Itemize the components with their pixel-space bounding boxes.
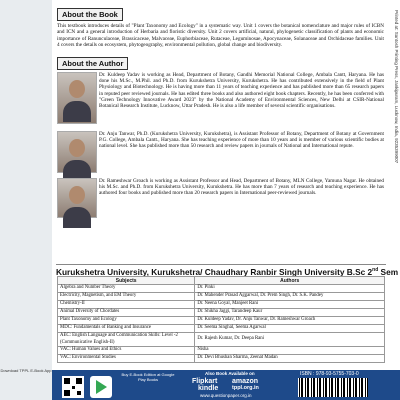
- table-cell-authors: Dr. Mahender Prasad Aggarwal, Dr. Prem Singh, Dr. S.K. Pandey: [195, 293, 385, 301]
- table-row: [58, 317, 385, 325]
- tppl-site-label[interactable]: tppl.org.in: [232, 385, 259, 391]
- google-play-icon[interactable]: [90, 376, 112, 398]
- table-cell-authors: Dr. Pinki: [195, 285, 385, 293]
- table-cell-authors: Dr. Devi Bhushan Sharma, Zeenat Madan: [195, 355, 385, 363]
- table-cell-subject: VAC: Environmental Studies: [58, 355, 195, 363]
- table-cell-subject: MDC: Fundamentals of Banking and Insurance: [58, 325, 195, 333]
- table-row: [58, 325, 385, 333]
- about-book-text: This textbook introduces details of "Plant Taxonomy and Ecology" in a systematic way. Unit 1 covers the botanical nomenclature and major rules of ICBN and ICN and a general introduction of Herbaria and floristic diversity. Unit 2 covers artificial, natural, phylogenetic classification of plants and economic importance of Ranunculaceae, Brassicaceae, Malvaceae, Euphorbiaceae, Rutaceae, Leguminosae, Apocynaceae, Solanaceae and Orchidaceae families. Unit 4 covers the details on ecosystem, phytogeography, environmental pollution, global change and biodiversity.: [57, 23, 384, 49]
- qr-code-icon[interactable]: [62, 376, 84, 398]
- author-bio-3: Dr. Rameshwar Groach is working as Assistant Professor and Head, Department of Botany, MLN College, Yamuna Nagar. He obtained his M.Sc. and Ph.D. from Kurukshetra University, Kurukshetra. He has more than 7 years of research and teaching experience. He has authored four books and published more than 20 research papers in International peer-reviewed journals.: [99, 177, 384, 197]
- author-block-2: [57, 131, 384, 175]
- spine-printer-text: Printed at: Santosh Printing Press, Jankipuram, Lucknow, India, 9235399007: [394, 10, 399, 164]
- website-label[interactable]: www.questionpaper.org.in: [200, 393, 252, 398]
- available-on-label: Also Book Available on: [205, 371, 255, 376]
- author-photo-2: [57, 131, 97, 173]
- table-row: [58, 347, 385, 355]
- table-cell-authors: Dr. Rajesh Kumar, Dr. Deepa Rani: [195, 333, 385, 347]
- google-play-caption: Buy E-Book Edition at Google Play Books: [121, 372, 175, 382]
- table-row: [58, 355, 385, 363]
- author-block-3: [57, 178, 384, 218]
- table-header-row: [58, 277, 385, 285]
- table-cell-subject: Plant Taxonomy and Ecology: [58, 317, 195, 325]
- author-bio-1: Dr. Kuldeep Yadav is working as Head, Department of Botany, Gandhi Memorial National College, Ambala Cantt, Haryana. He has done his M.Sc., M.Phil. and Ph.D. from Kurukshetra University, Kurukshetra. He has contributed extensively in the field of Plant Physiology and Biotechnology. He is having more than 11 years of teaching experience and has published more than 65 research papers in reputed peer reviewed journals. He has edited three books and also authored eight book chapters. Recently, he has been conferred with "Green Technology Innovative Award 2023" by the National Academy of Environmental Sciences, New Delhi at CSIR-National Botanical Research Institute, Lucknow, Uttar Pradesh. He is also a life member of several scientific organisations.: [99, 71, 384, 110]
- author-photo-3: [57, 178, 97, 218]
- about-book-heading: About the Book: [57, 8, 123, 21]
- barcode: [298, 378, 368, 397]
- table-header-subjects: Subjects: [58, 277, 195, 285]
- table-cell-subject: Chemistry-II: [58, 301, 195, 309]
- table-cell-authors: Dr. Shikha Jaggi, Tarandeep Kaur: [195, 309, 385, 317]
- table-row: [58, 301, 385, 309]
- author-photo-1: [57, 72, 97, 124]
- amazon-logo[interactable]: amazon: [232, 378, 259, 385]
- author-bio-2: Dr. Anju Tanwar, Ph.D. (Kurukshetra University, Kurukshetra), is Assistant Professor of Botany, Department of Botany at Government P.G. College, Ambala Cantt., Haryana. She has teaching experience of more than 10 years and is member of various scientific bodies at national level. She has published more than 50 research and review papers in journals of National and International repute.: [99, 130, 384, 150]
- table-row: [58, 285, 385, 293]
- table-row: [58, 309, 385, 317]
- table-cell-subject: VAC: Human Values and Ethics: [58, 347, 195, 355]
- about-author-heading: About the Author: [57, 57, 128, 70]
- university-title-text: Kurukshetra University, Kurukshetra/ Chaudhary Ranbir Singh University B.Sc 2: [56, 267, 373, 277]
- table-cell-authors: Dr. Seema Singhal, Seema Agarwal: [195, 325, 385, 333]
- table-cell-subject: Animal Diversity of Chordates: [58, 309, 195, 317]
- left-strip: [0, 0, 52, 400]
- table-header-authors: Authors: [195, 277, 385, 285]
- table-row: [58, 333, 385, 347]
- table-cell-authors: Nisha: [195, 347, 385, 355]
- author-block-1: [57, 72, 384, 128]
- table-cell-subject: Electricity, Magnetism, and EM Theory: [58, 293, 195, 301]
- main-content: [57, 4, 384, 221]
- university-title-sup: nd: [372, 267, 379, 274]
- table-cell-authors: Dr. Neena Goyal, Manjeet Rani: [195, 301, 385, 309]
- isbn-label: ISBN : 978-93-5755-703-0: [300, 371, 359, 377]
- table-row: [58, 293, 385, 301]
- flipkart-logo[interactable]: Flipkart: [192, 378, 218, 385]
- table-cell-subject: Algebra and Number Theory: [58, 285, 195, 293]
- subjects-table: [57, 276, 385, 363]
- table-cell-authors: Dr. Kuldeep Yadav, Dr. Anju Tanwar, Dr. Rameshwar Groach: [195, 317, 385, 325]
- table-cell-subject: AEC: English Language and Communication Skills: Level -2 (Communicative English-II): [58, 333, 195, 347]
- university-title-tail: Sem: [378, 267, 399, 277]
- kindle-logo[interactable]: kindle: [198, 385, 219, 392]
- download-app-caption: Download TPPL E-Book App: [0, 368, 52, 373]
